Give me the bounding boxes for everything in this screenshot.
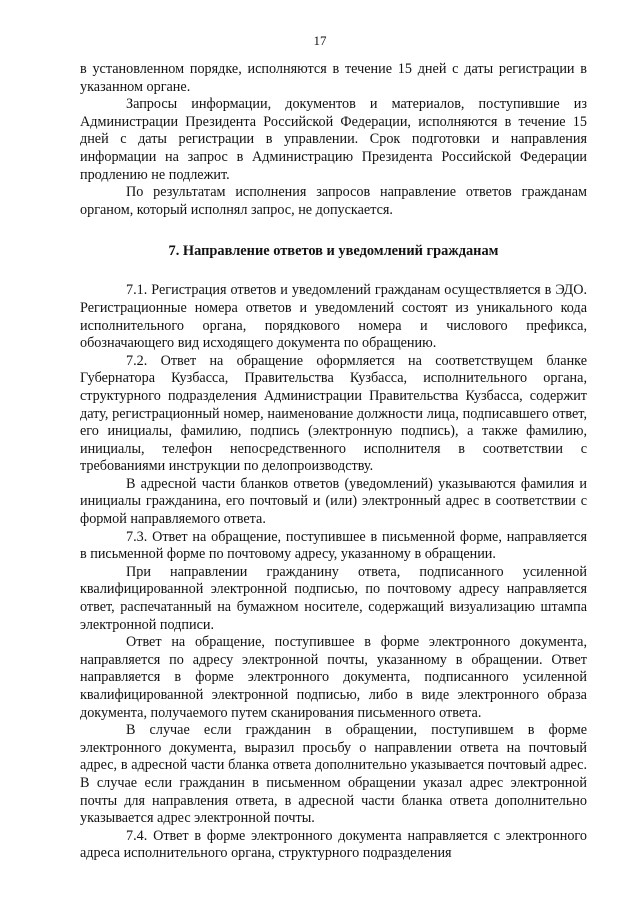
- paragraph: 7.1. Регистрация ответов и уведомлений гражданам осуществляется в ЭДО. Регистрационные номера ответов и уведомлений состоят из уникального кода исполнительного органа, порядкового номера и числового префикса, обозначающего вид исходящего документа по обращению.: [80, 282, 587, 352]
- paragraph: При направлении гражданину ответа, подписанного усиленной квалифицированной электронной подписью, по почтовому адресу направляется ответ, распечатанный на бумажном носителе, содержащий визуализацию штампа электронной подписи.: [80, 563, 587, 633]
- paragraph: 7.3. Ответ на обращение, поступившее в письменной форме, направляется в письменной форме по почтовому адресу, указанному в обращении.: [80, 528, 587, 563]
- section-heading: 7. Направление ответов и уведомлений гражданам: [168, 243, 499, 260]
- paragraph: В адресной части бланков ответов (уведомлений) указываются фамилия и инициалы гражданина, его почтовый и (или) электронный адрес в соответствии с формой направляемого ответа.: [80, 475, 587, 528]
- paragraph: в установленном порядке, исполняются в течение 15 дней с даты регистрации в указанном органе.: [80, 61, 587, 95]
- paragraph: В случае если гражданин в обращении, поступившем в форме электронного документа, выразил просьбу о направлении ответа на почтовый адрес, в адресной части бланка ответа дополнительно указывается почтовый адрес. В случае если гражданин в письменном обращении указал адрес электронной почты для направления ответа, в адресной части бланка ответа дополнительно указывается адрес электронной почты.: [80, 722, 587, 827]
- page-number: 17: [313, 33, 327, 48]
- paragraph: Ответ на обращение, поступившее в форме электронного документа, направляется по адресу электронной почты, указанному в обращении. Ответ направляется в форме электронного документа, подписанного усиленной квалифицированной электронной подписью, либо в виде электронного образа документа, получаемого путем сканирования письменного ответа.: [80, 634, 587, 721]
- paragraph: По результатам исполнения запросов направление ответов гражданам органом, который исполнял запрос, не допускается.: [80, 184, 587, 218]
- paragraph: 7.2. Ответ на обращение оформляется на соответствущем бланке Губернатора Кузбасса, Правительства Кузбасса, исполнительного органа, структурного подразделения Администрации Правительства Кузбасса, содержит дату, регистрационный номер, наименование должности лица, подписавшего ответ, его инициалы, фамилию, подпись (электронную подпись), а также фамилию, инициалы, телефон непосредственного исполнителя в соответствии с требованиями инструкции по делопроизводству.: [80, 352, 587, 475]
- paragraph: Запросы информации, документов и материалов, поступившие из Администрации Президента Российской Федерации, исполняются в течение 15 дней с даты регистрации в управлении. Срок подготовки и направления информации на запрос в Администрацию Президента Российской Федерации продлению не подлежит.: [80, 96, 587, 183]
- document-body: [80, 61, 587, 863]
- paragraph: 7.4. Ответ в форме электронного документа направляется с электронного адреса исполнительного органа, структурного подразделения: [80, 827, 587, 862]
